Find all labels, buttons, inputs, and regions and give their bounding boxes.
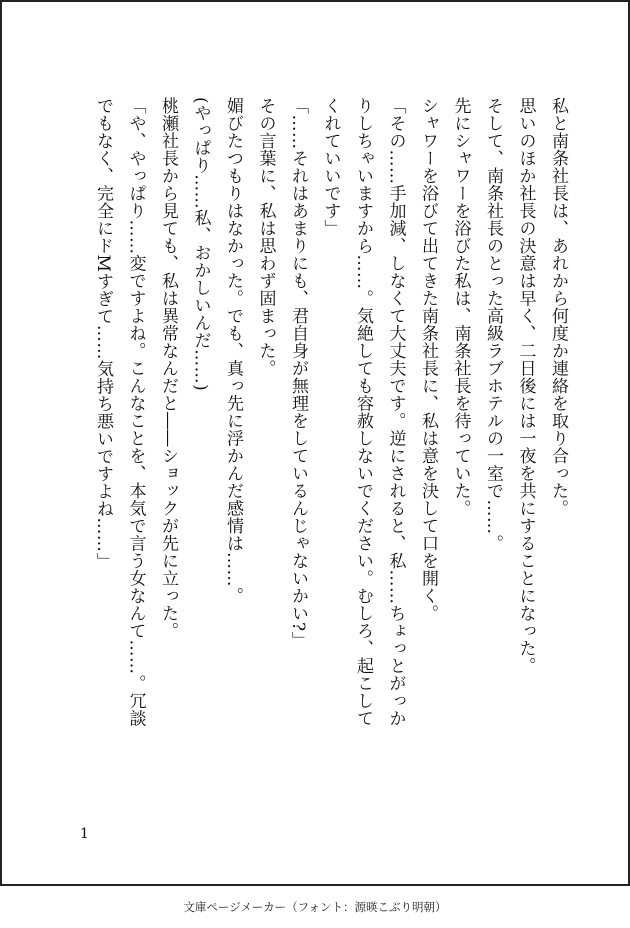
text-line: 思いのほか社長の決意は早く、二日後には一夜を共にすることになった。 bbox=[515, 97, 536, 675]
text-line: その言葉に、私は思わず固まった。 bbox=[255, 97, 276, 377]
page-number: 1 bbox=[80, 826, 89, 842]
text-line: 先にシャワーを浴びた私は、南条社長を待っていた。 bbox=[450, 97, 471, 517]
text-line: くれていいです」 bbox=[320, 97, 341, 237]
text-line: 「や、やっぱり……変ですよね。こんなことを、本気で言う女なんて……。冗談 bbox=[125, 97, 146, 727]
vertical-text-block bbox=[87, 97, 575, 867]
text-line: りしちゃいますから……。気絶しても容赦しないでください。むしろ、起こして bbox=[353, 97, 373, 727]
text-line: (やっぱり……私、おかしいんだ……) bbox=[190, 97, 211, 392]
text-line: 桃瀬社長から見ても、私は異常なんだと――ショックが先に立った。 bbox=[158, 97, 178, 640]
footer-credit: 文庫ページメーカー（フォント：源暎こぶり明朝） bbox=[183, 900, 447, 914]
text-line: そして、南条社長のとった高級ラブホテルの一室で……。 bbox=[483, 97, 503, 552]
text-line: でもなく、完全にドMすぎて……気持ち悪いですよね……」 bbox=[93, 97, 113, 570]
text-line: シャワーを浴びて出てきた南条社長に、私は意を決して口を開く。 bbox=[418, 97, 438, 622]
text-line: 媚びたつもりはなかった。でも、真っ先に浮かんだ感情は……。 bbox=[223, 97, 243, 605]
text-line: 「……それはあまりにも、君自身が無理をしているんじゃないかい?」 bbox=[288, 97, 308, 650]
text-line: 私と南条社長は、あれから何度か連絡を取り合った。 bbox=[548, 97, 568, 517]
text-line: 「その……手加減、しなくて大丈夫です。逆にされると、私……ちょっとがっか bbox=[385, 97, 406, 727]
